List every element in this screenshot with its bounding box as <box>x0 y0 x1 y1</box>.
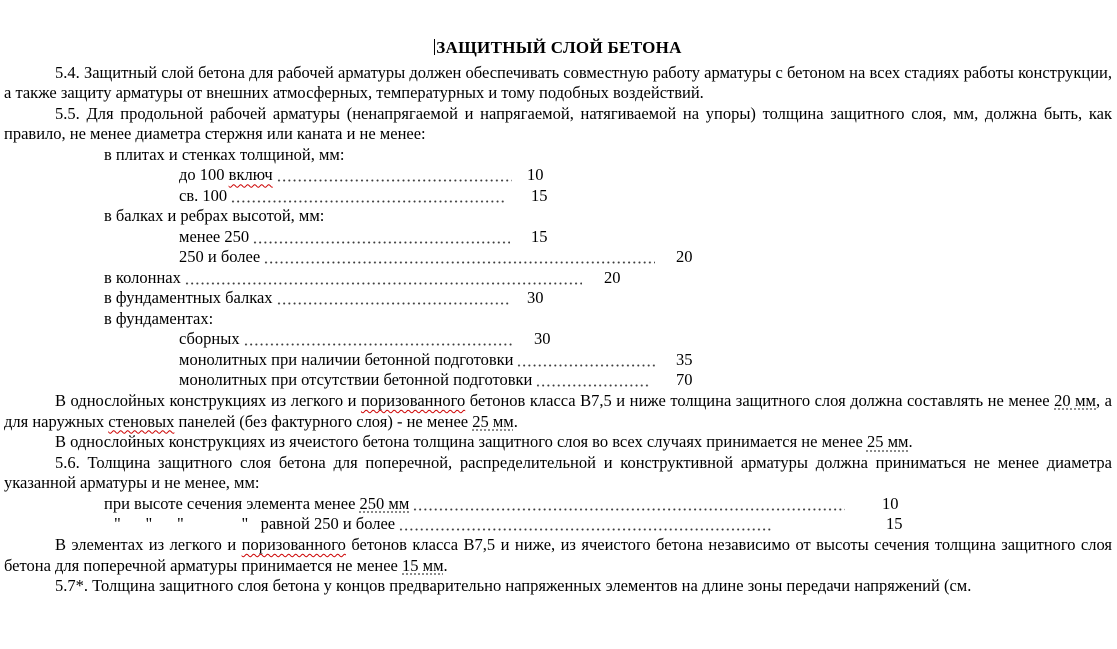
dot-leader <box>277 301 510 306</box>
dot-leader <box>185 281 582 286</box>
document-canvas[interactable] <box>4 38 1113 596</box>
table-row[interactable] <box>4 350 1112 371</box>
row-value: 15 <box>531 185 548 205</box>
table-row[interactable] <box>4 288 1112 309</box>
row-label: св. 100 <box>179 185 228 205</box>
list-header-foundations[interactable]: в фундаментах: <box>104 308 214 328</box>
dot-leader <box>517 363 655 368</box>
dot-leader <box>399 527 772 532</box>
row-label: " " " " равной 250 и более <box>114 514 396 534</box>
row-value: 10 <box>527 165 544 185</box>
row-value: 35 <box>676 349 693 369</box>
table-row[interactable] <box>4 329 1112 350</box>
row-value: 30 <box>527 288 544 308</box>
table-row[interactable] <box>4 186 1112 207</box>
list-5-6 <box>4 494 1112 535</box>
paragraph-monolayer-light[interactable]: В однослойных конструкциях из легкого и поризованного бетонов класса В7,5 и ниже толщина защитного слоя должна составлять не менее 20 мм, а для наружных стеновых панелей (без фактурного слоя) - не менее 25 мм. <box>4 390 1112 431</box>
paragraph-5-7-clipped-line[interactable] <box>4 576 1112 596</box>
row-value: 70 <box>676 370 693 390</box>
row-label: при высоте сечения элемента менее 250 мм <box>104 493 410 513</box>
table-row[interactable] <box>4 247 1112 268</box>
row-value: 20 <box>604 267 621 287</box>
row-label: до 100 включ <box>179 165 273 185</box>
row-value: 15 <box>531 226 548 246</box>
row-label: 250 и более <box>179 247 261 267</box>
list-header-beams[interactable]: в балках и ребрах высотой, мм: <box>104 206 325 226</box>
dot-leader <box>536 383 650 388</box>
page-title-text: ЗАЩИТНЫЙ СЛОЙ БЕТОНА <box>436 38 682 57</box>
dot-leader <box>244 342 513 347</box>
row-label: в колоннах <box>104 267 181 287</box>
row-label: монолитных при наличии бетонной подготовки <box>179 349 514 369</box>
table-row[interactable] <box>4 268 1112 289</box>
paragraph-5-7-text: 5.7*. Толщина защитного слоя бетона у концов предварительно напряженных элементов на длине зоны передачи напряжений (см. <box>55 576 972 596</box>
paragraph-5-5[interactable]: 5.5. Для продольной рабочей арматуры (ненапрягаемой и напрягаемой, натягиваемой на упоры) толщина защитного слоя, мм, должна быть, как правило, не менее диаметра стержня или каната и не менее: <box>4 103 1112 144</box>
dot-leader <box>264 260 655 265</box>
paragraph-light-transverse[interactable]: В элементах из легкого и поризованного бетонов класса В7,5 и ниже, из ячеистого бетона независимо от высоты сечения толщина защитного слоя бетона для поперечной арматуры принимается не менее 15 мм. <box>4 534 1113 575</box>
paragraph-5-4[interactable]: 5.4. Защитный слой бетона для рабочей арматуры должен обеспечивать совместную работу арматуры с бетоном на всех стадиях работы конструкции, а также защиту арматуры от внешних атмосферных, температурных и тому подобных воздействий. <box>4 62 1112 103</box>
row-label: менее 250 <box>179 226 250 246</box>
dot-leader <box>277 178 512 183</box>
list-5-5 <box>4 145 1112 391</box>
table-row[interactable] <box>4 370 1112 391</box>
table-row[interactable] <box>4 227 1112 248</box>
dot-leader <box>413 507 845 512</box>
table-row[interactable] <box>4 514 1112 535</box>
row-label: монолитных при отсутствии бетонной подготовки <box>179 370 533 390</box>
table-row[interactable] <box>4 165 1112 186</box>
row-label: сборных <box>179 329 240 349</box>
page-title[interactable] <box>4 38 1112 59</box>
paragraph-monolayer-cellular[interactable]: В однослойных конструкциях из ячеистого бетона толщина защитного слоя во всех случаях принимается не менее 25 мм. <box>55 432 913 452</box>
row-value: 20 <box>676 247 693 267</box>
table-row[interactable] <box>4 494 1112 515</box>
paragraph-5-6[interactable]: 5.6. Толщина защитного слоя бетона для поперечной, распределительной и конструктивной арматуры должна приниматься не менее диаметра указанной арматуры и не менее, мм: <box>4 452 1112 493</box>
dot-leader <box>231 199 505 204</box>
row-value: 15 <box>886 514 903 534</box>
row-value: 30 <box>534 329 551 349</box>
row-value: 10 <box>882 493 899 513</box>
dot-leader <box>253 240 510 245</box>
row-label: в фундаментных балках <box>104 288 273 308</box>
list-header-plates[interactable]: в плитах и стенках толщиной, мм: <box>104 144 345 164</box>
